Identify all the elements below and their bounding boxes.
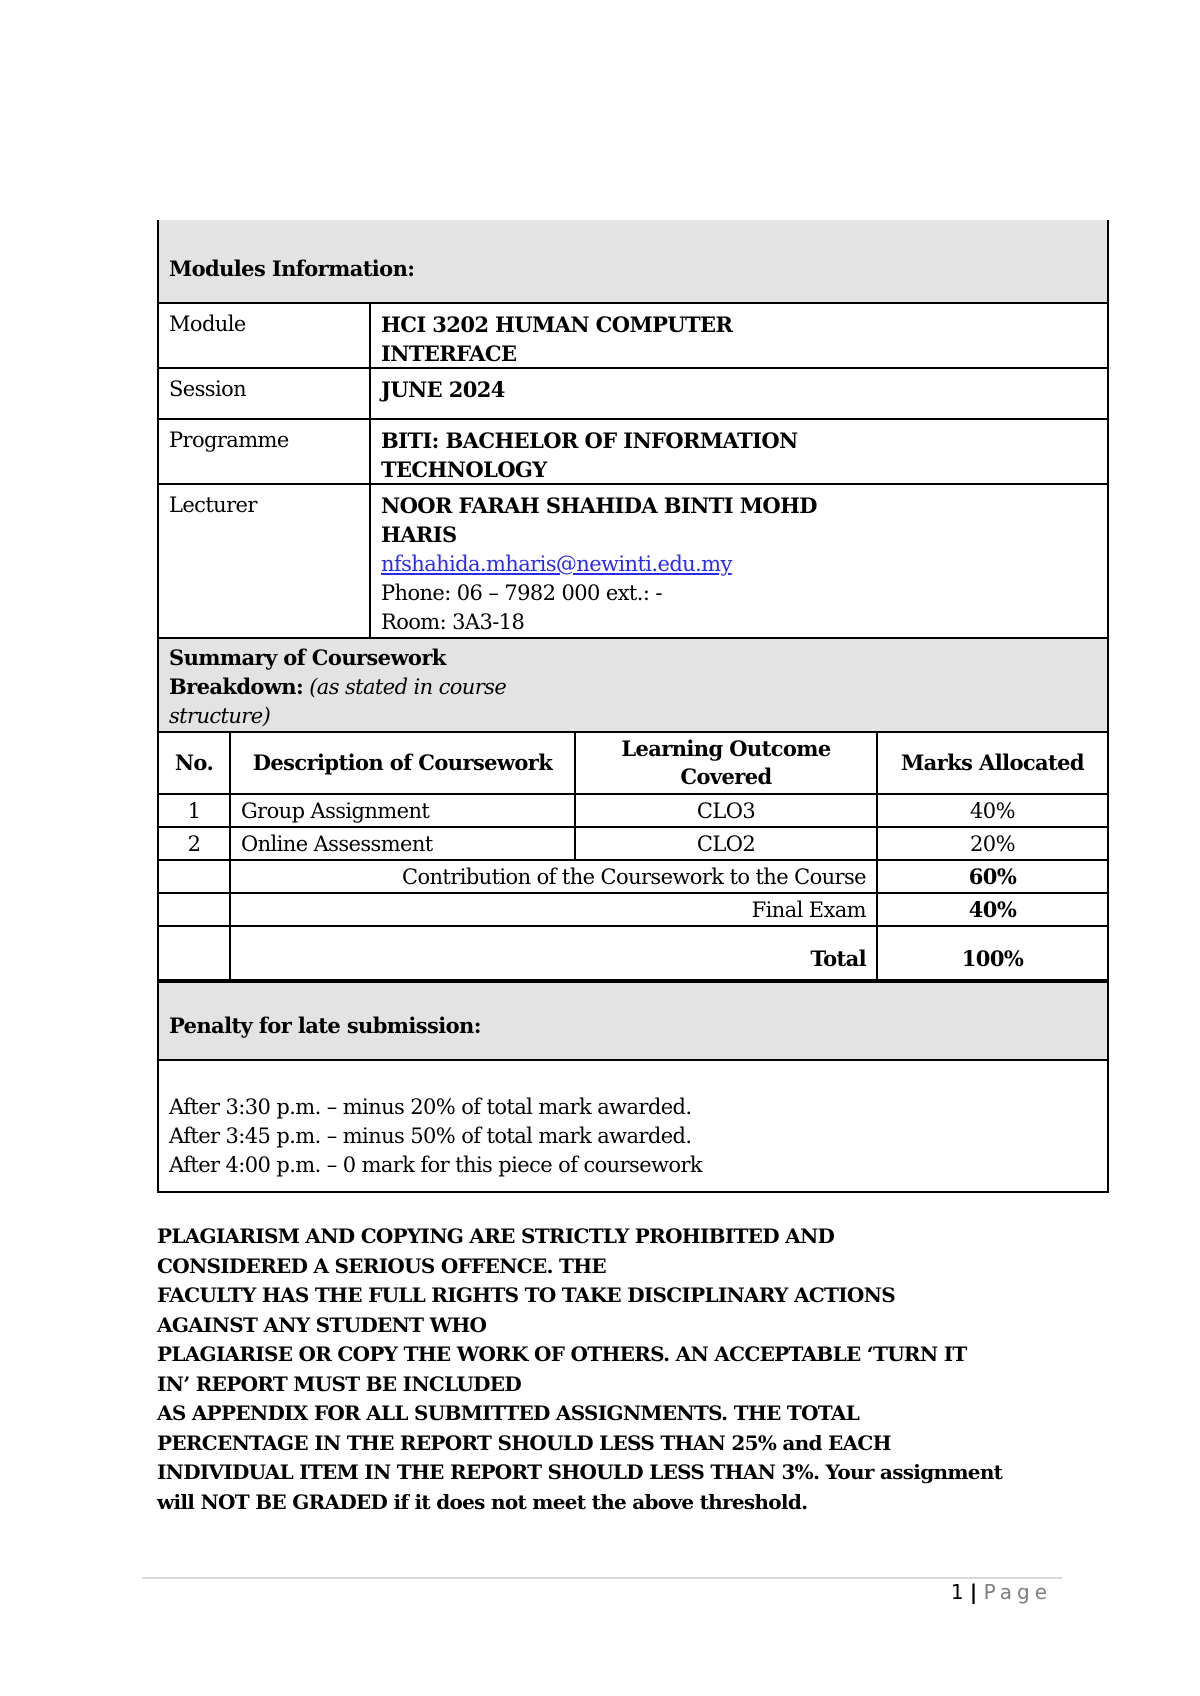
module-row [159,302,1107,367]
penalty-line-3: After 4:00 p.m. – 0 mark for this piece of coursework [169,1153,703,1177]
header-outcome-line2: Covered [680,764,772,789]
item-no: 2 [159,827,230,860]
empty-cell [159,893,230,926]
module-value-line1: HCI 3202 HUMAN COMPUTER [381,312,733,337]
notice-line: PLAGIARISE OR COPY THE WORK OF OTHERS. AN ACCEPTABLE ‘TURN IT [157,1342,967,1366]
contribution-value: 60% [877,860,1107,893]
notice-line: will NOT BE GRADED if it does not meet the above threshold. [157,1489,808,1514]
header-description: Description of Coursework [230,732,575,794]
plagiarism-notice [157,1222,1087,1517]
item-outcome: CLO2 [575,827,877,860]
notice-line: AS APPENDIX FOR ALL SUBMITTED ASSIGNMENTS. THE TOTAL [157,1401,860,1425]
lecturer-room: Room: 3A3-18 [381,610,525,634]
modules-heading-text: Modules Information: [169,256,415,281]
programme-value-line1: BITI: BACHELOR OF INFORMATION [381,428,798,453]
penalty-line-2: After 3:45 p.m. – minus 50% of total mark awarded. [169,1124,692,1148]
header-outcome [575,732,877,794]
programme-row [159,418,1107,483]
lecturer-name-line1: NOOR FARAH SHAHIDA BINTI MOHD [381,493,817,518]
notice-line: PERCENTAGE IN THE REPORT SHOULD LESS THAN 25% and EACH [157,1430,891,1455]
item-description: Online Assessment [230,827,575,860]
coursework-table [159,731,1107,981]
module-value [371,304,1107,367]
notice-line: INDIVIDUAL ITEM IN THE REPORT SHOULD LESS THAN 3%. Your assignment [157,1460,1003,1484]
penalty-heading-text: Penalty for late submission: [169,1013,481,1038]
penalty-heading [159,981,1107,1061]
notice-line: FACULTY HAS THE FULL RIGHTS TO TAKE DISCIPLINARY ACTIONS [157,1283,895,1307]
page-footer [951,1580,1052,1604]
notice-line: CONSIDERED A SERIOUS OFFENCE. THE [157,1253,606,1278]
coursework-table-header [159,732,1107,794]
page-number: 1 [950,1580,964,1604]
final-exam-label: Final Exam [230,893,877,926]
total-label: Total [230,926,877,980]
modules-heading [159,220,1107,302]
coursework-info-block [157,220,1109,1193]
header-marks: Marks Allocated [877,732,1107,794]
lecturer-label: Lecturer [159,485,371,637]
item-marks: 40% [877,794,1107,827]
programme-value [371,420,1107,483]
item-outcome: CLO3 [575,794,877,827]
table-row [159,794,1107,827]
lecturer-phone: Phone: 06 – 7982 000 ext.: - [381,581,662,605]
lecturer-row [159,483,1107,637]
lecturer-name-line2: HARIS [381,522,457,547]
breakdown-note-2: structure) [169,704,271,728]
total-row [159,926,1107,980]
header-outcome-line1: Learning Outcome [621,736,831,761]
footer-divider [142,1577,1062,1579]
session-value-line1: JUNE 2024 [381,377,505,402]
final-exam-row [159,893,1107,926]
item-description: Group Assignment [230,794,575,827]
lecturer-email-link[interactable]: nfshahida.mharis@newinti.edu.my [381,552,732,576]
empty-cell [159,860,230,893]
page-separator: | [969,1580,978,1604]
contribution-row [159,860,1107,893]
summary-heading [159,637,1107,731]
module-label: Module [159,304,371,367]
programme-value-line2: TECHNOLOGY [381,457,547,482]
session-value [371,369,1107,418]
page-word: Page [983,1580,1052,1604]
breakdown-note-1: (as stated in course [309,675,507,699]
penalty-line-1: After 3:30 p.m. – minus 20% of total mark awarded. [169,1095,692,1119]
final-exam-value: 40% [877,893,1107,926]
penalty-body [159,1061,1107,1191]
lecturer-value [371,485,1107,637]
header-no: No. [159,732,230,794]
total-value: 100% [877,926,1107,980]
table-row [159,827,1107,860]
empty-cell [159,926,230,980]
notice-line: IN’ REPORT MUST BE INCLUDED [157,1371,521,1396]
notice-line: PLAGIARISM AND COPYING ARE STRICTLY PROHIBITED AND [157,1224,835,1248]
contribution-label: Contribution of the Coursework to the Course [230,860,877,893]
session-label: Session [159,369,371,418]
module-value-line2: INTERFACE [381,341,517,366]
breakdown-label: Breakdown: [169,674,304,699]
notice-line: AGAINST ANY STUDENT WHO [157,1312,487,1337]
item-no: 1 [159,794,230,827]
session-row [159,367,1107,418]
programme-label: Programme [159,420,371,483]
item-marks: 20% [877,827,1107,860]
summary-title: Summary of Coursework [169,645,446,670]
